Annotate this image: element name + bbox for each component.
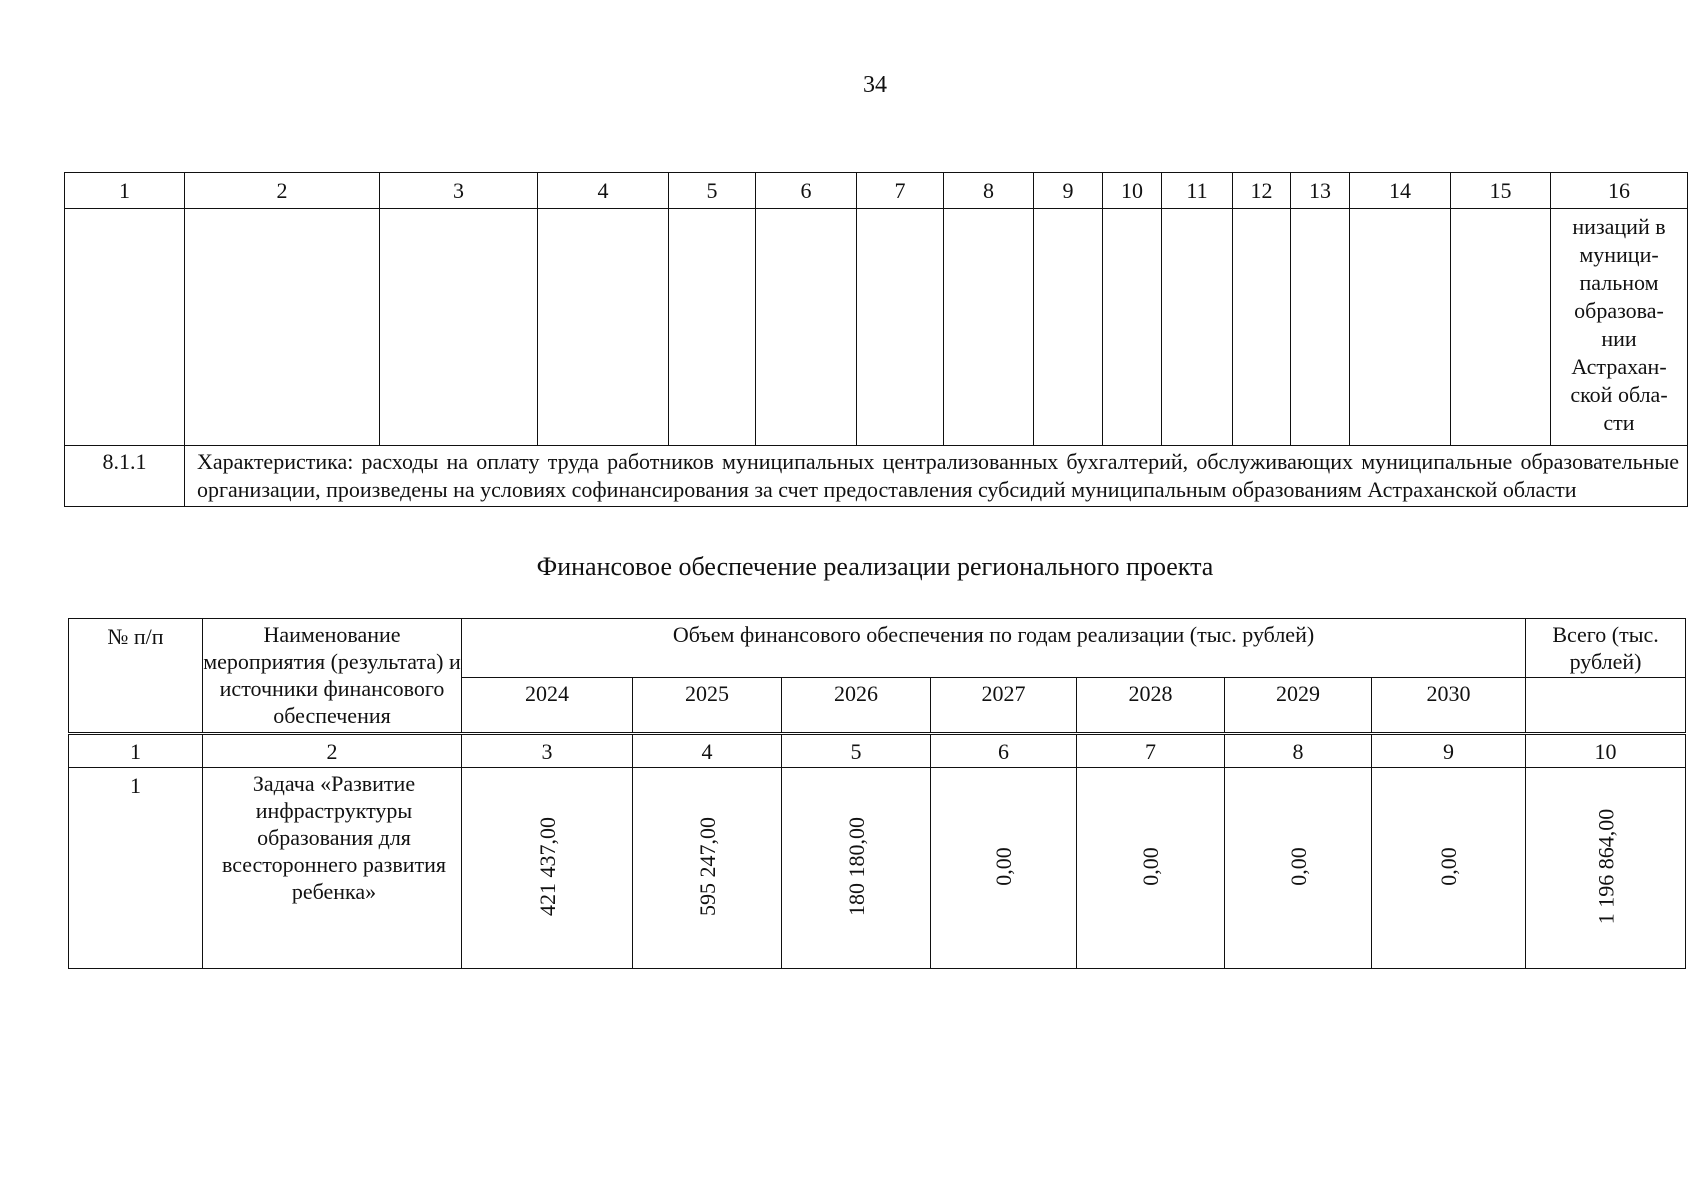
year-header: 2028 (1077, 678, 1225, 734)
empty-cell (380, 209, 538, 446)
year-header: 2029 (1225, 678, 1372, 734)
continuation-line: ской обла- (1570, 382, 1668, 407)
column-number-row (69, 734, 1686, 768)
column-number: 6 (756, 173, 857, 209)
column-number: 10 (1103, 173, 1162, 209)
column-number: 8 (1225, 734, 1372, 768)
column-number: 10 (1526, 734, 1686, 768)
header-number: № п/п (69, 619, 203, 734)
financing-table (68, 618, 1686, 969)
value-2029: 0,00 (1285, 846, 1311, 886)
value-cell (782, 768, 931, 969)
column-number: 4 (633, 734, 782, 768)
column-number: 6 (931, 734, 1077, 768)
value-cell (1372, 768, 1526, 969)
total-cell (1526, 768, 1686, 969)
value-total: 1 196 864,00 (1593, 808, 1619, 924)
column-number: 3 (462, 734, 633, 768)
column-number: 12 (1233, 173, 1291, 209)
empty-cell (1162, 209, 1233, 446)
row-number: 8.1.1 (65, 446, 185, 507)
value-cell (633, 768, 782, 969)
page-number: 34 (863, 72, 887, 98)
header-volume: Объем финансового обеспечения по годам реализации (тыс. рублей) (462, 619, 1526, 678)
continuation-line: Астрахан- (1571, 354, 1667, 379)
year-header: 2026 (782, 678, 931, 734)
empty-cell (1291, 209, 1350, 446)
empty-cell (1034, 209, 1103, 446)
value-2028: 0,00 (1138, 846, 1163, 886)
column-number: 5 (669, 173, 756, 209)
year-header: 2027 (931, 678, 1077, 734)
table-row (69, 768, 1686, 969)
continuation-line: нии (1601, 326, 1637, 351)
characteristic-text: Характеристика: расходы на оплату труда работников муниципальных централизованных бухгалтерий, обслуживающих муниципальные образовательные организации, произведены на условиях софинансирования за счет предоставления субсидий муниципальным образованиям Астраханской области (185, 446, 1688, 507)
empty-cell (1451, 209, 1551, 446)
continuation-line: образова- (1574, 298, 1664, 323)
value-cell (931, 768, 1077, 969)
column-number: 5 (782, 734, 931, 768)
empty-cell (1233, 209, 1291, 446)
column-number: 2 (185, 173, 380, 209)
year-header: 2024 (462, 678, 633, 734)
total-header-empty (1526, 678, 1686, 734)
value-2027: 0,00 (991, 846, 1016, 886)
characteristic-row (65, 446, 1688, 507)
column-number: 1 (65, 173, 185, 209)
section-title: Финансовое обеспечение реализации регионального проекта (536, 552, 1214, 581)
column-number: 15 (1451, 173, 1551, 209)
continuation-text-cell (1551, 209, 1688, 446)
value-2024: 421 437,00 (534, 816, 560, 916)
empty-cell (944, 209, 1034, 446)
header-name: Наименование мероприятия (результата) и источники финансового обеспечения (203, 619, 462, 734)
value-cell (1225, 768, 1372, 969)
column-number: 11 (1162, 173, 1233, 209)
year-header: 2030 (1372, 678, 1526, 734)
empty-cell (756, 209, 857, 446)
task-name: Задача «Развитие инфраструктуры образования для всестороннего развития ребенка» (203, 768, 462, 969)
column-number: 2 (203, 734, 462, 768)
column-number: 16 (1551, 173, 1688, 209)
continuation-line: низаций в (1572, 214, 1666, 239)
empty-cell (185, 209, 380, 446)
indicators-table-continuation (64, 172, 1688, 507)
continuation-row (65, 209, 1688, 446)
header-total: Всего (тыс. рублей) (1526, 619, 1686, 678)
column-number-row (65, 173, 1688, 209)
empty-cell (1103, 209, 1162, 446)
column-number: 9 (1034, 173, 1103, 209)
continuation-line: муници- (1579, 242, 1659, 267)
year-header: 2025 (633, 678, 782, 734)
column-number: 4 (538, 173, 669, 209)
empty-cell (857, 209, 944, 446)
column-number: 7 (857, 173, 944, 209)
continuation-line: пальном (1579, 270, 1659, 295)
column-number: 13 (1291, 173, 1350, 209)
column-number: 14 (1350, 173, 1451, 209)
continuation-line: сти (1603, 410, 1635, 435)
empty-cell (1350, 209, 1451, 446)
value-2025: 595 247,00 (694, 816, 720, 916)
value-2026: 180 180,00 (843, 816, 869, 916)
row-number: 1 (69, 768, 203, 969)
column-number: 8 (944, 173, 1034, 209)
column-number: 9 (1372, 734, 1526, 768)
column-number: 1 (69, 734, 203, 768)
value-2030: 0,00 (1436, 846, 1462, 886)
value-cell (1077, 768, 1225, 969)
header-row (69, 619, 1686, 678)
column-number: 3 (380, 173, 538, 209)
column-number: 7 (1077, 734, 1225, 768)
empty-cell (538, 209, 669, 446)
empty-cell (65, 209, 185, 446)
value-cell (462, 768, 633, 969)
empty-cell (669, 209, 756, 446)
